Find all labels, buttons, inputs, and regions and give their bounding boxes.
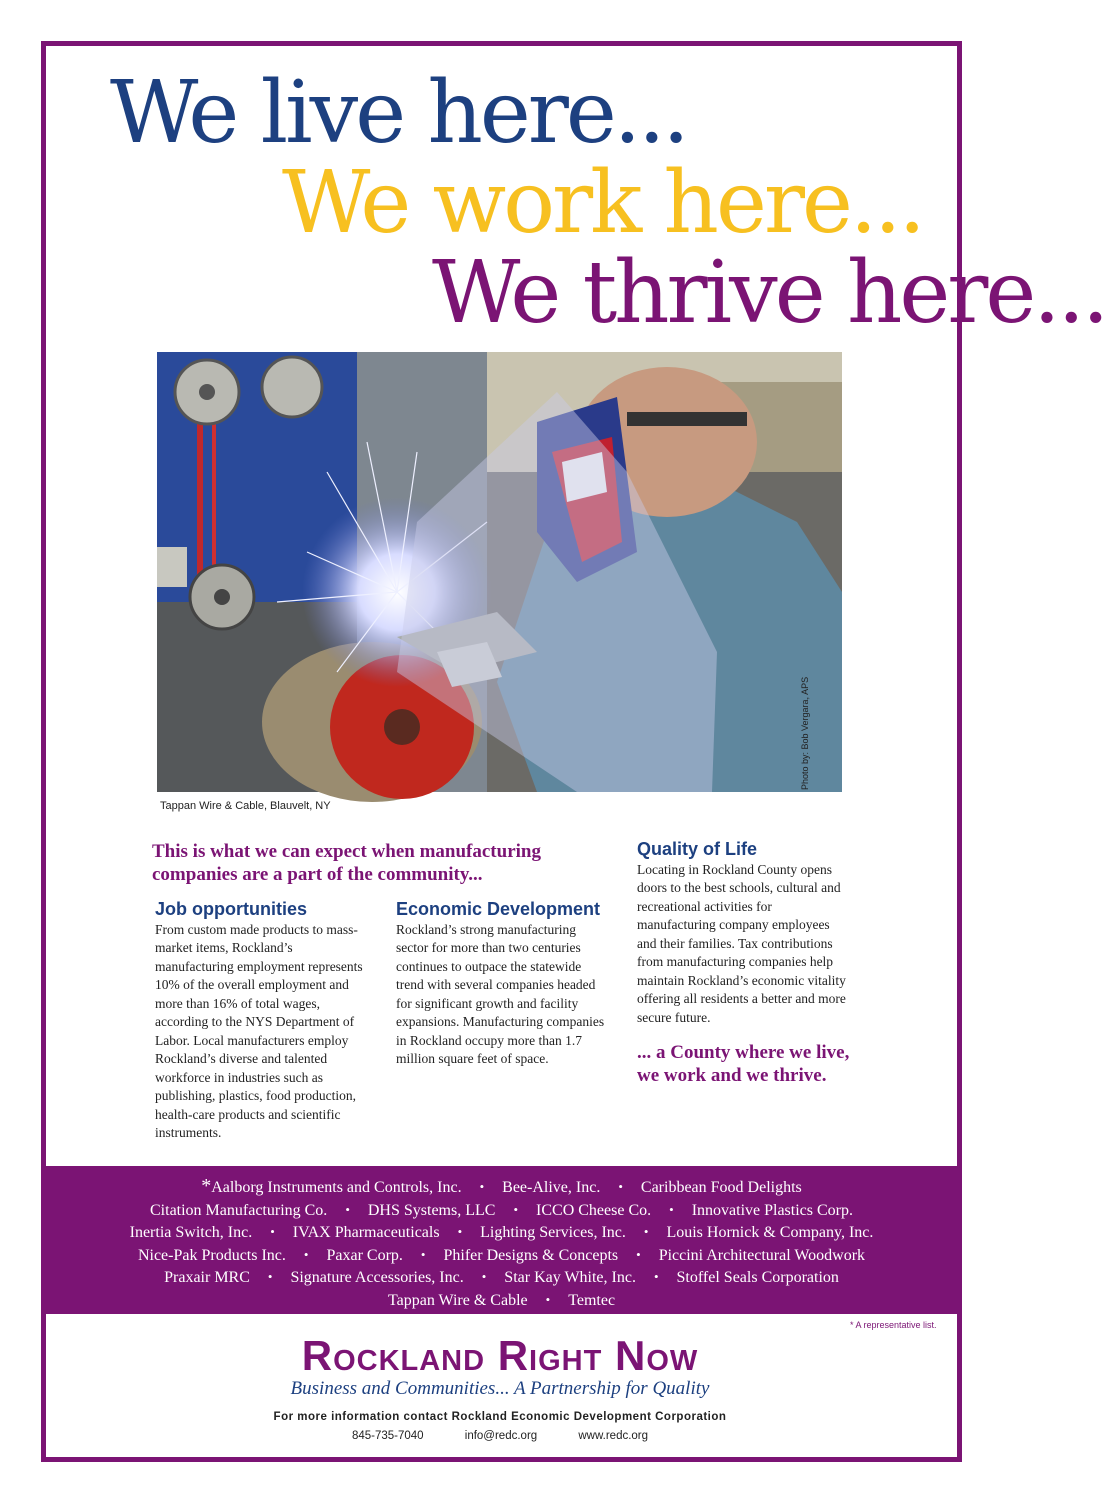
company-name: Phifer Designs & Concepts bbox=[443, 1246, 619, 1264]
tagline: ... a County where we live, we work and we thrive. bbox=[637, 1042, 850, 1086]
company-row bbox=[46, 1244, 957, 1267]
econ-heading: Economic Development bbox=[396, 899, 601, 919]
company-name: Lighting Services, Inc. bbox=[480, 1224, 626, 1241]
company-name: Star Kay White, Inc. bbox=[504, 1269, 636, 1286]
bullet-separator: • bbox=[513, 1201, 519, 1217]
company-row bbox=[46, 1289, 957, 1312]
company-name: *Aalborg Instruments and Controls, Inc. bbox=[201, 1175, 462, 1197]
headline-live: We live here... bbox=[110, 63, 687, 163]
quality-of-life-column bbox=[637, 840, 852, 1087]
company-name: Citation Manufacturing Co. bbox=[150, 1201, 328, 1219]
company-name: DHS Systems, LLC bbox=[367, 1201, 496, 1219]
bullet-separator: • bbox=[653, 1269, 659, 1284]
email-address[interactable]: info@redc.org bbox=[464, 1430, 538, 1442]
econ-text: Rockland’s strong manufacturing sector for more than two centuries continues to outpace the statewide trend with several companies headed for significant growth and facility expansions. Manufacturing companies in Rockland occupy more than 1.7 million square feet of space. bbox=[396, 921, 605, 1066]
company-row bbox=[46, 1266, 957, 1289]
company-name: IVAX Pharmaceuticals bbox=[292, 1224, 440, 1241]
bullet-separator: • bbox=[457, 1224, 463, 1239]
quality-text: Locating in Rockland County opens doors to the best schools, cultural and recreational activities for manufacturing company employees and their families. Tax contributions from manufacturing companies help maintain Rockland’s economic vitality offering all residents a better and more secure future. bbox=[637, 861, 846, 1025]
website-url[interactable]: www.redc.org bbox=[578, 1430, 649, 1442]
company-name: Louis Hornick & Company, Inc. bbox=[666, 1224, 874, 1241]
phone-number: 845-735-7040 bbox=[351, 1430, 424, 1442]
company-name: Piccini Architectural Woodwork bbox=[658, 1246, 866, 1264]
bullet-separator: • bbox=[618, 1179, 623, 1194]
company-name: Paxar Corp. bbox=[326, 1246, 403, 1264]
rockland-right-now-logo bbox=[0, 1332, 1000, 1380]
job-opportunities-column bbox=[155, 900, 370, 1143]
company-list-band bbox=[46, 1166, 957, 1314]
company-name: Temtec bbox=[568, 1291, 616, 1309]
asterisk-mark: * bbox=[201, 1175, 212, 1197]
representative-list-note: * A representative list. bbox=[850, 1320, 937, 1330]
logo-text: Rockland Right Now bbox=[301, 1332, 699, 1379]
job-heading: Job opportunities bbox=[155, 899, 307, 919]
job-text: From custom made products to mass-market items, Rockland’s manufacturing employment represents 10% of the overall employment and more than 16% of total wages, according to the NYS Department of Labor. Local manufacturers employ Rockland’s diverse and talented workforce in industries such as publishing, plastics, food production, health-care products and scientific instruments. bbox=[155, 921, 363, 1140]
company-name: Praxair MRC bbox=[164, 1269, 250, 1286]
bullet-separator: • bbox=[545, 1291, 551, 1307]
bullet-separator: • bbox=[303, 1246, 309, 1262]
company-name: Signature Accessories, Inc. bbox=[290, 1269, 464, 1286]
company-name: Caribbean Food Delights bbox=[640, 1179, 802, 1196]
contact-details bbox=[0, 1430, 1000, 1442]
company-row bbox=[46, 1221, 957, 1244]
company-name: ICCO Cheese Co. bbox=[536, 1201, 652, 1219]
company-name: Bee-Alive, Inc. bbox=[502, 1179, 601, 1196]
bullet-separator: • bbox=[636, 1246, 641, 1262]
economic-development-column bbox=[396, 900, 611, 1069]
company-name: Stoffel Seals Corporation bbox=[676, 1269, 839, 1286]
company-name: Inertia Switch, Inc. bbox=[129, 1224, 253, 1241]
contact-line: For more information contact Rockland Economic Development Corporation bbox=[273, 1411, 727, 1423]
factory-welding-photo bbox=[157, 352, 842, 792]
photo-credit: Photo by: Bob Vergara, APS bbox=[800, 676, 810, 790]
quality-heading: Quality of Life bbox=[637, 839, 758, 859]
headline-thrive: We thrive here... bbox=[432, 243, 1106, 343]
bullet-separator: • bbox=[481, 1269, 487, 1284]
photo-caption: Tappan Wire & Cable, Blauvelt, NY bbox=[160, 800, 331, 812]
bullet-separator: • bbox=[345, 1201, 350, 1217]
bullet-separator: • bbox=[270, 1224, 275, 1239]
company-name: Innovative Plastics Corp. bbox=[691, 1201, 853, 1219]
bullet-separator: • bbox=[479, 1179, 485, 1194]
bullet-separator: • bbox=[643, 1224, 649, 1239]
company-row bbox=[46, 1199, 957, 1222]
slogan: Business and Communities... A Partnership for Quality bbox=[290, 1378, 710, 1399]
company-name: Nice-Pak Products Inc. bbox=[137, 1246, 286, 1264]
bullet-separator: • bbox=[669, 1201, 674, 1217]
bullet-separator: • bbox=[267, 1269, 273, 1284]
company-row bbox=[46, 1176, 957, 1199]
headline-work: We work here... bbox=[282, 153, 923, 253]
intro-heading: This is what we can expect when manufacturing companies are a part of the community... bbox=[152, 841, 541, 885]
company-name: Tappan Wire & Cable bbox=[387, 1291, 528, 1309]
bullet-separator: • bbox=[420, 1246, 426, 1262]
